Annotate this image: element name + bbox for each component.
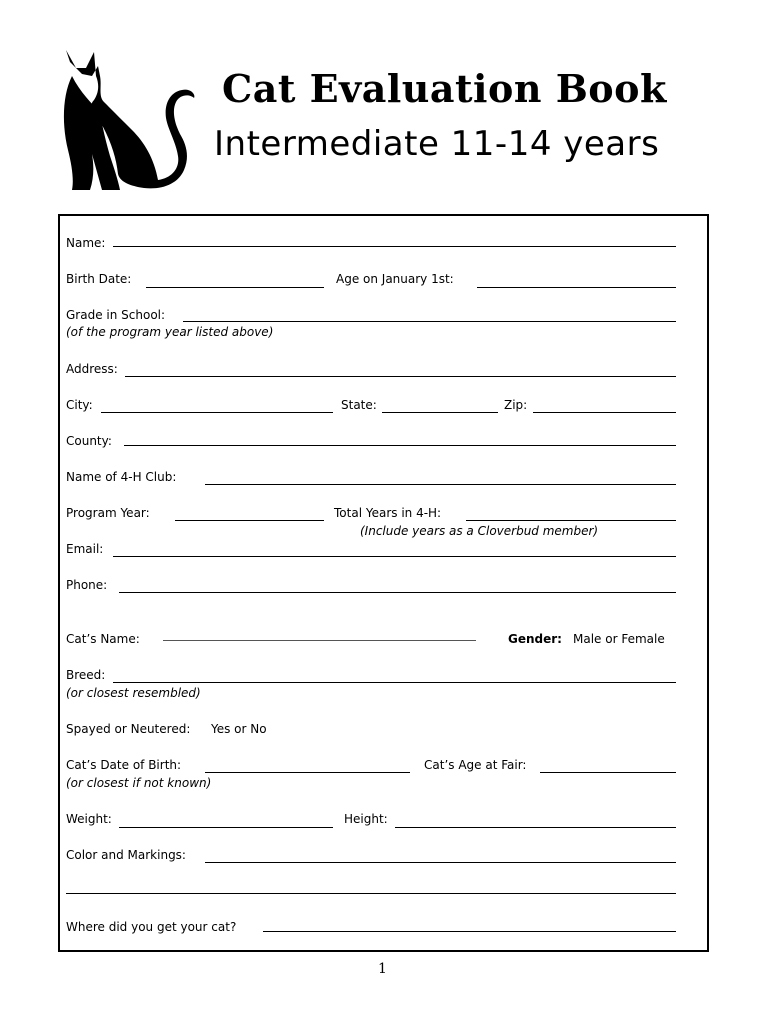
height-label: Height: xyxy=(344,812,388,826)
gender-options[interactable]: Male or Female xyxy=(573,632,665,646)
cat-age-field[interactable] xyxy=(540,772,676,773)
weight-field[interactable] xyxy=(119,827,333,828)
zip-label: Zip: xyxy=(504,398,528,412)
breed-label: Breed: xyxy=(66,668,106,682)
total-years-note: (Include years as a Cloverbud member) xyxy=(360,524,599,538)
cat-name-field[interactable] xyxy=(163,640,476,641)
city-field[interactable] xyxy=(101,412,333,413)
page-number: 1 xyxy=(378,961,387,977)
birth-date-label: Birth Date: xyxy=(66,272,132,286)
cat-dob-label: Cat’s Date of Birth: xyxy=(66,758,182,772)
state-field[interactable] xyxy=(382,412,498,413)
page-subtitle: Intermediate 11-14 years xyxy=(214,124,660,164)
address-field[interactable] xyxy=(125,376,676,377)
age-label: Age on January 1st: xyxy=(336,272,454,286)
cat-dob-note: (or closest if not known) xyxy=(66,776,212,790)
source-field[interactable] xyxy=(263,931,676,932)
gender-label: Gender: xyxy=(508,632,562,646)
age-field[interactable] xyxy=(477,287,676,288)
total-years-field[interactable] xyxy=(466,520,676,521)
zip-field[interactable] xyxy=(533,412,676,413)
spayed-label: Spayed or Neutered: xyxy=(66,722,191,736)
name-field[interactable] xyxy=(113,246,676,247)
page-title: Cat Evaluation Book xyxy=(222,66,667,111)
club-field[interactable] xyxy=(205,484,676,485)
height-field[interactable] xyxy=(395,827,676,828)
breed-field[interactable] xyxy=(113,682,676,683)
program-year-label: Program Year: xyxy=(66,506,150,520)
program-year-field[interactable] xyxy=(175,520,324,521)
spayed-options[interactable]: Yes or No xyxy=(211,722,267,736)
cat-name-label: Cat’s Name: xyxy=(66,632,140,646)
city-label: City: xyxy=(66,398,93,412)
email-field[interactable] xyxy=(113,556,676,557)
grade-label: Grade in School: xyxy=(66,308,166,322)
name-label: Name: xyxy=(66,236,106,250)
state-label: State: xyxy=(341,398,377,412)
color-field[interactable] xyxy=(205,862,676,863)
email-label: Email: xyxy=(66,542,104,556)
county-label: County: xyxy=(66,434,112,448)
phone-field[interactable] xyxy=(119,592,676,593)
grade-note: (of the program year listed above) xyxy=(66,325,274,339)
address-label: Address: xyxy=(66,362,118,376)
total-years-label: Total Years in 4-H: xyxy=(334,506,442,520)
weight-label: Weight: xyxy=(66,812,112,826)
phone-label: Phone: xyxy=(66,578,108,592)
source-label: Where did you get your cat? xyxy=(66,920,237,934)
cat-age-label: Cat’s Age at Fair: xyxy=(424,758,527,772)
cat-silhouette-icon xyxy=(58,46,198,198)
color-label: Color and Markings: xyxy=(66,848,186,862)
county-field[interactable] xyxy=(124,445,676,446)
birth-date-field[interactable] xyxy=(146,287,324,288)
grade-field[interactable] xyxy=(183,321,676,322)
club-label: Name of 4-H Club: xyxy=(66,470,177,484)
color-field-extra-line[interactable] xyxy=(66,893,676,894)
breed-note: (or closest resembled) xyxy=(66,686,201,700)
cat-dob-field[interactable] xyxy=(205,772,410,773)
